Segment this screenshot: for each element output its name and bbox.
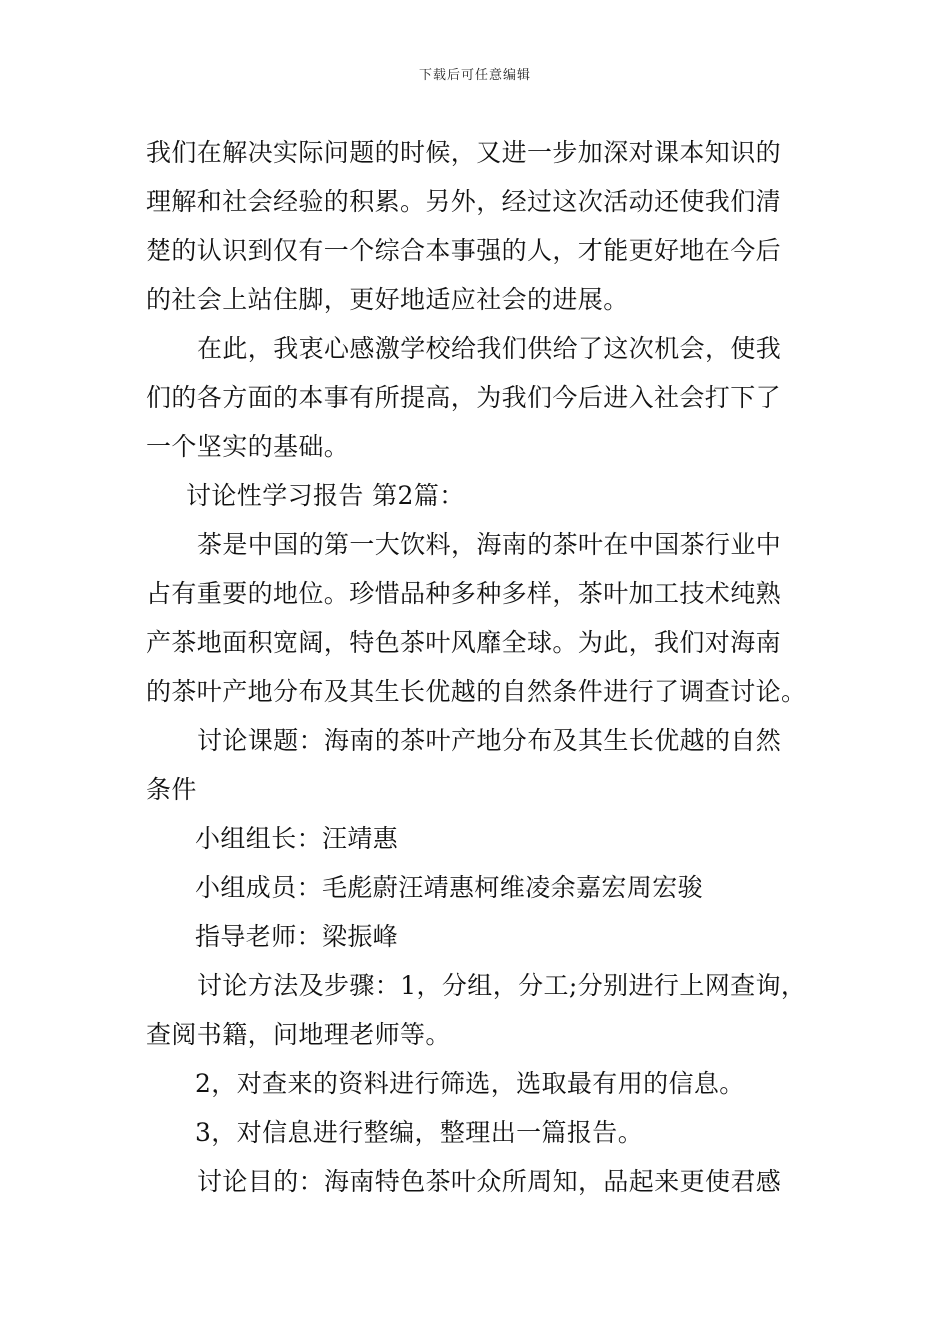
paragraph-line: 指导老师：梁振峰	[195, 922, 399, 951]
paragraph-line: 在此，我衷心感激学校给我们供给了这次机会，使我	[197, 334, 782, 363]
paragraph-line: 查阅书籍，问地理老师等。	[146, 1020, 451, 1049]
paragraph-line: 楚的认识到仅有一个综合本事强的人，才能更好地在今后	[146, 236, 782, 265]
paragraph-line: 讨论方法及步骤：1，分组，分工;分别进行上网查询，	[197, 971, 807, 1000]
paragraph-line: 小组组长：汪靖惠	[195, 824, 399, 853]
paragraph-line: 理解和社会经验的积累。另外，经过这次活动还使我们清	[146, 187, 782, 216]
paragraph-line: 小组成员：毛彪蔚汪靖惠柯维凌余嘉宏周宏骏	[195, 873, 704, 902]
paragraph-line: 占有重要的地位。珍惜品种多种多样，茶叶加工技术纯熟	[146, 579, 782, 608]
paragraph-line: 条件	[146, 775, 197, 804]
paragraph-line: 我们在解决实际问题的时候，又进一步加深对课本知识的	[146, 138, 782, 167]
paragraph-line: 们的各方面的本事有所提高，为我们今后进入社会打下了	[146, 383, 782, 412]
paragraph-line: 讨论目的：海南特色茶叶众所周知，品起来更使君感	[197, 1167, 782, 1196]
paragraph-line: 讨论课题：海南的茶叶产地分布及其生长优越的自然	[197, 726, 782, 755]
paragraph-line: 的社会上站住脚，更好地适应社会的进展。	[146, 285, 629, 314]
section-heading: 讨论性学习报告 第2篇：	[186, 481, 465, 510]
paragraph-line: 3，对信息进行整编，整理出一篇报告。	[195, 1118, 644, 1147]
paragraph-line: 茶是中国的第一大饮料，海南的茶叶在中国茶行业中	[197, 530, 782, 559]
document-body	[146, 128, 816, 1206]
page-header: 下载后可任意编辑	[418, 68, 531, 83]
paragraph-line: 2，对查来的资料进行筛选，选取最有用的信息。	[195, 1069, 745, 1098]
paragraph-line: 的茶叶产地分布及其生长优越的自然条件进行了调查讨论。	[146, 677, 807, 706]
paragraph-line: 一个坚实的基础。	[146, 432, 350, 461]
paragraph-line: 产茶地面积宽阔，特色茶叶风靡全球。为此，我们对海南	[146, 628, 782, 657]
